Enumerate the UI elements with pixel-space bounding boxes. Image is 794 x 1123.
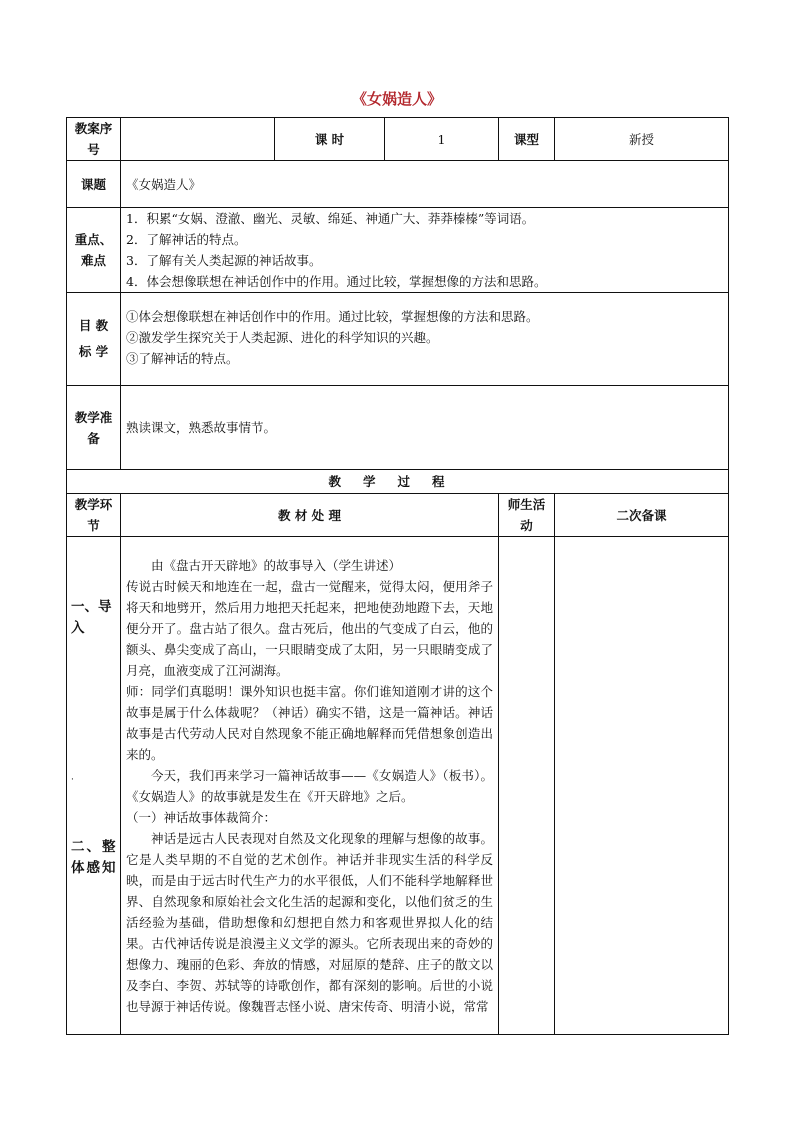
topic-value: 《女娲造人》 <box>121 161 729 208</box>
section-heading: （一）神话故事体裁简介： <box>126 809 277 825</box>
objectives-label-line: 目 教 <box>78 318 109 333</box>
objective-item: ②激发学生探究关于人类起源、进化的科学知识的兴趣。 <box>126 330 439 345</box>
objectives-list <box>121 293 729 386</box>
key-point-item: 3．了解有关人类起源的神话故事。 <box>126 253 322 268</box>
document-title: 《女娲造人》 <box>351 90 442 108</box>
lesson-plan-table <box>66 117 729 1035</box>
lesson-no-label: 教案序号 <box>67 118 121 161</box>
process-body-row <box>67 537 729 1035</box>
key-points-row <box>67 208 729 293</box>
period-value: 1 <box>385 118 499 161</box>
key-points-list <box>121 208 729 293</box>
topic-row <box>67 161 729 208</box>
process-columns-row <box>67 494 729 537</box>
key-point-item: 1．积累“女娲、澄澈、幽光、灵敏、绵延、神通广大、莽莽榛榛”等词语。 <box>126 211 535 226</box>
stage-dot: · <box>71 775 74 785</box>
paragraph: 神话是远古人民表现对自然及文化现象的理解与想像的故事。它是人类早期的不自觉的艺术创作。神话并非现实生活的科学反映，而是由于远古时代生产力的水平很低，人们不能科学地解释世界、自然现象和原始社会文化生活的起源和变化，以他们贫乏的生活经验为基础，借助想像和幻想把自然力和客观世界拟人化的结果。古代神话传说是浪漫主义文学的源头。它所表现出来的奇妙的想像力、瑰丽的色彩、奔放的情感，对屈原的楚辞、庄子的散文以及李白、李贺、苏轼等的诗歌创作，都有深刻的影响。后世的小说也导源于神话传说。像魏晋志怪小说、唐宋传奇、明清小说，常常 <box>126 830 493 1014</box>
header-row <box>67 118 729 161</box>
process-heading-row <box>67 470 729 494</box>
col-stage: 教学环节 <box>67 494 121 537</box>
objective-item: ①体会想像联想在神话创作中的作用。通过比较，掌握想像的方法和思路。 <box>126 309 539 324</box>
lesson-no-value <box>121 118 275 161</box>
stage-perception: 二、整体感知 <box>71 839 118 876</box>
stage-column <box>67 537 121 1035</box>
paragraph: 由《盘古开天辟地》的故事导入（学生讲述） <box>151 557 402 573</box>
process-heading: 教学过程 <box>67 470 729 494</box>
preparation-label: 教学准备 <box>67 386 121 470</box>
topic-label: 课题 <box>67 161 121 208</box>
activity-column <box>499 537 555 1035</box>
col-second-prep: 二次备课 <box>555 494 729 537</box>
type-value: 新授 <box>555 118 729 161</box>
period-label: 课 时 <box>275 118 385 161</box>
second-prep-column <box>555 537 729 1035</box>
key-point-item: 4．体会想像联想在神话创作中的作用。通过比较，掌握想像的方法和思路。 <box>126 274 547 289</box>
preparation-value: 熟读课文，熟悉故事情节。 <box>121 386 729 470</box>
material-content <box>121 537 499 1035</box>
objectives-label-line: 标 学 <box>78 344 109 359</box>
col-material: 教 材 处 理 <box>121 494 499 537</box>
objectives-row <box>67 293 729 386</box>
key-points-label: 重点、难点 <box>67 208 121 293</box>
key-point-item: 2．了解神话的特点。 <box>126 232 247 247</box>
type-label: 课型 <box>499 118 555 161</box>
stage-intro: 一、导入 <box>71 599 112 636</box>
paragraph: 师：同学们真聪明！课外知识也挺丰富。你们谁知道刚才讲的这个故事是属于什么体裁呢？（神话）确实不错，这是一篇神话。神话故事是古代劳动人民对自然现象不能正确地解释而凭借想象创造出来的。 <box>126 683 493 762</box>
preparation-row <box>67 386 729 470</box>
paragraph: 今天，我们再来学习一篇神话故事——《女娲造人》（板书）。《女娲造人》的故事就是发生在《开天辟地》之后。 <box>126 767 493 804</box>
objectives-label <box>67 293 121 386</box>
objective-item: ③了解神话的特点。 <box>126 351 239 366</box>
col-activity: 师生活动 <box>499 494 555 537</box>
paragraph: 传说古时候天和地连在一起，盘古一觉醒来，觉得太闷，便用斧子将天和地劈开，然后用力地把天托起来，把地使劲地蹬下去，天地便分开了。盘古站了很久。盘古死后，他出的气变成了白云，他的额头、鼻尖变成了高山，一只眼睛变成了太阳，另一只眼睛变成了月亮，血液变成了江河湖海。 <box>126 578 493 678</box>
